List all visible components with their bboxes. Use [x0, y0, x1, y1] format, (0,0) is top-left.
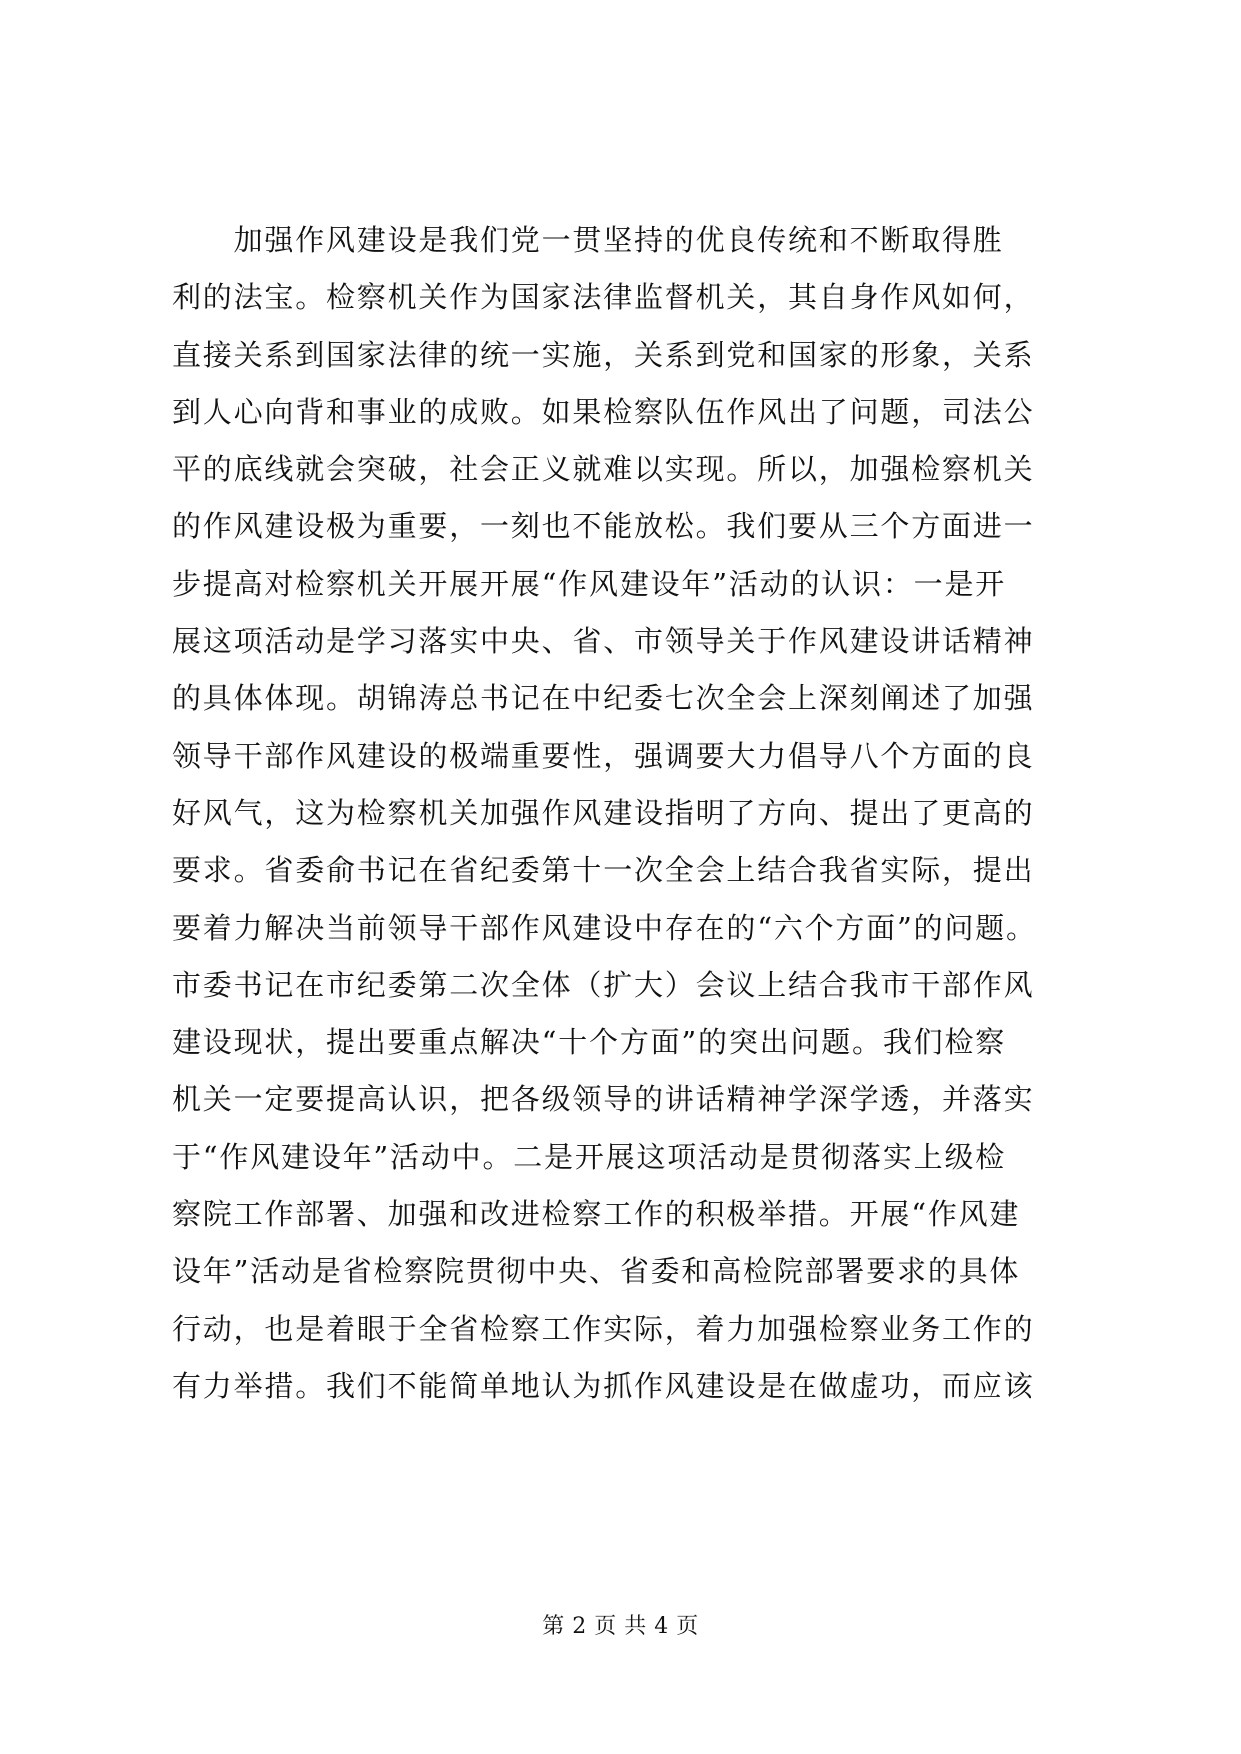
text-line: 加强作风建设是我们党一贯坚持的优良传统和不断取得胜 [172, 223, 1004, 257]
text-line: 设年”活动是省检察院贯彻中央、省委和高检院部署要求的具体 [172, 1254, 1021, 1289]
text-line: 察院工作部署、加强和改进检察工作的积极举措。开展“作风建 [172, 1197, 1021, 1232]
text-line: 直接关系到国家法律的统一实施，关系到党和国家的形象，关系 [172, 337, 1035, 372]
body-paragraph [172, 212, 1082, 1415]
text-line: 领导干部作风建设的极端重要性，强调要大力倡导八个方面的良 [172, 738, 1035, 773]
text-line: 机关一定要提高认识，把各级领导的讲话精神学深学透，并落实 [172, 1082, 1035, 1117]
text-line: 市委书记在市纪委第二次全体（扩大）会议上结合我市干部作风 [172, 967, 1035, 1002]
text-line: 的具体体现。胡锦涛总书记在中纪委七次全会上深刻阐述了加强 [172, 681, 1035, 716]
text-line: 的作风建设极为重要，一刻也不能放松。我们要从三个方面进一 [172, 509, 1035, 544]
text-line: 平的底线就会突破，社会正义就难以实现。所以，加强检察机关 [172, 452, 1035, 487]
text-line: 于“作风建设年”活动中。二是开展这项活动是贯彻落实上级检 [172, 1139, 1007, 1174]
text-line: 到人心向背和事业的成败。如果检察队伍作风出了问题，司法公 [172, 394, 1035, 429]
text-line: 建设现状，提出要重点解决“十个方面”的突出问题。我们检察 [172, 1025, 1007, 1060]
text-line: 行动，也是着眼于全省检察工作实际，着力加强检察业务工作的 [172, 1311, 1035, 1346]
text-line: 要着力解决当前领导干部作风建设中存在的“六个方面”的问题。 [172, 910, 1037, 945]
text-line: 好风气，这为检察机关加强作风建设指明了方向、提出了更高的 [172, 795, 1035, 830]
page-number-footer: 第 2 页 共 4 页 [542, 1614, 699, 1639]
text-line: 利的法宝。检察机关作为国家法律监督机关，其自身作风如何， [172, 280, 1035, 315]
text-line: 展这项活动是学习落实中央、省、市领导关于作风建设讲话精神 [172, 624, 1035, 659]
text-line: 有力举措。我们不能简单地认为抓作风建设是在做虚功，而应该 [172, 1368, 1035, 1403]
text-line: 步提高对检察机关开展开展“作风建设年”活动的认识：一是开 [172, 566, 1007, 601]
text-line: 要求。省委俞书记在省纪委第十一次全会上结合我省实际，提出 [172, 853, 1035, 888]
